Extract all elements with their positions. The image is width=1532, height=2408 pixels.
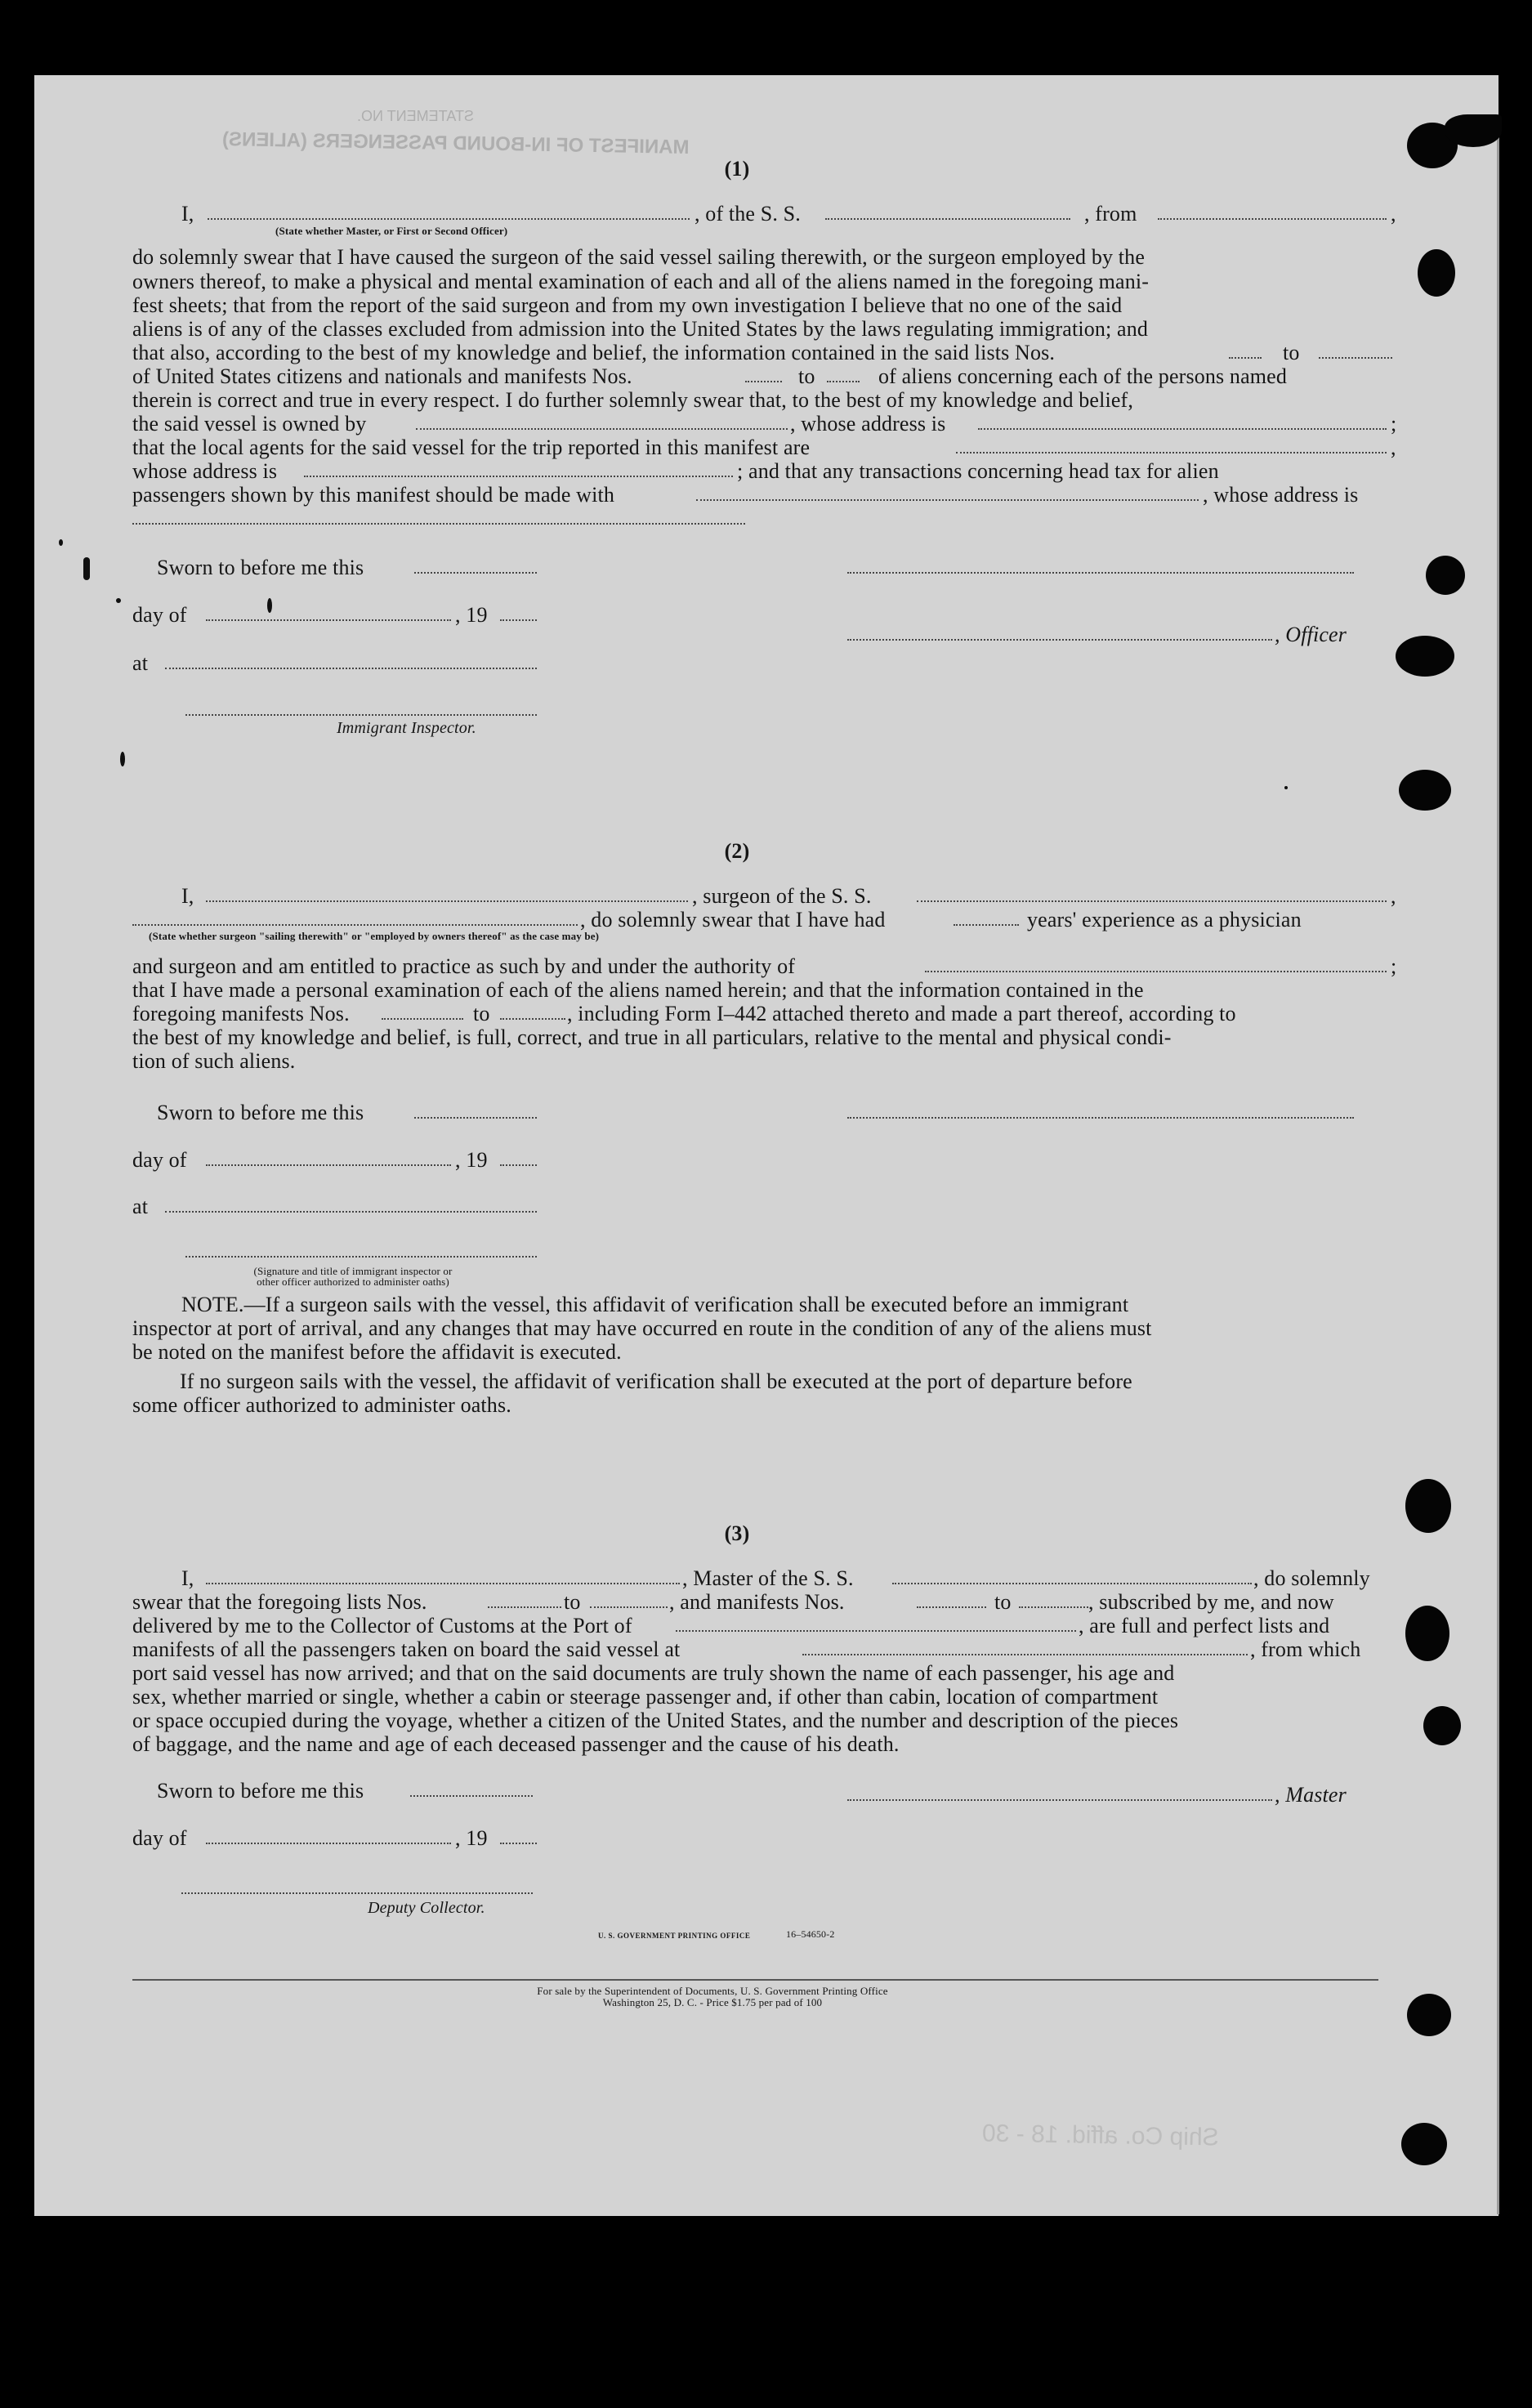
- s3-text-2a: swear that the foregoing lists Nos.: [132, 1590, 427, 1614]
- s1-text-9b: , whose address is: [790, 412, 946, 436]
- s1-inspector-caption: Immigrant Inspector.: [337, 719, 476, 737]
- s2-comma: ,: [1391, 884, 1396, 908]
- s1-text-12b: , whose address is: [1203, 483, 1359, 507]
- s3-embark-line: [802, 1654, 1248, 1655]
- s3-master: , Master: [1275, 1783, 1347, 1807]
- s3-text-2e: , subscribed by me, and now: [1088, 1590, 1334, 1614]
- s3-lists-to-line: [590, 1606, 668, 1608]
- s2-authority-line: [925, 971, 1387, 972]
- s1-manifests-from-line: [745, 381, 782, 382]
- s3-day-line: [206, 1843, 451, 1844]
- s2-text-5a: foregoing manifests Nos.: [132, 1002, 350, 1025]
- s2-manifests-to-line: [500, 1018, 565, 1020]
- s3-master-name-line: [206, 1583, 680, 1584]
- ink-speck: [267, 598, 272, 613]
- s1-text-11b: ; and that any transactions concerning head tax for alien: [737, 459, 1219, 483]
- s2-swear: , do solemnly swear that I have had: [580, 908, 886, 931]
- s1-sworn-line: [414, 572, 537, 574]
- s3-year-line: [500, 1843, 537, 1844]
- s3-lists-from-line: [488, 1606, 561, 1608]
- s3-master-of: , Master of the S. S.: [682, 1566, 854, 1590]
- s1-comma: ,: [1391, 202, 1396, 226]
- s1-agents-line: [956, 452, 1387, 453]
- s2-year-line: [500, 1164, 537, 1166]
- page-edge: [1497, 123, 1499, 2214]
- punch-hole: [1426, 556, 1465, 595]
- s2-years: years' experience as a physician: [1027, 908, 1302, 931]
- s2-note-4: If no surgeon sails with the vessel, the affidavit of verification shall be executed at the port of departure before: [180, 1369, 1132, 1393]
- s1-text-6a: that also, according to the best of my knowledge and belief, the information contained in the said lists Nos.: [132, 341, 1056, 364]
- punch-hole: [1405, 1606, 1449, 1661]
- s1-text-8: therein is correct and true in every respect. I do further solemnly swear that, to the best of my knowledge and belief,: [132, 388, 1133, 412]
- s1-text-6b: to: [1283, 341, 1300, 364]
- s1-text-9c: ;: [1391, 412, 1397, 436]
- show-through-statement: STATEMENT NO.: [357, 108, 475, 124]
- s1-text-11a: whose address is: [132, 459, 278, 483]
- s1-text-3: owners thereof, to make a physical and mental examination of each and all of the aliens named in the foregoing mani-: [132, 270, 1150, 293]
- s3-text-6: sex, whether married or single, whether a cabin or steerage passenger and, if other than cabin, location of compartment: [132, 1685, 1159, 1709]
- s1-text-4: fest sheets; that from the report of the said surgeon and from my own investigation I believe that no one of the said: [132, 293, 1123, 317]
- s3-sworn: Sworn to before me this: [157, 1779, 364, 1803]
- s1-year: , 19: [455, 603, 488, 627]
- sale-note-1: For sale by the Superintendent of Documents, U. S. Government Printing Office: [537, 1985, 888, 1997]
- s1-text-9a: the said vessel is owned by: [132, 412, 367, 436]
- s1-text-7c: of aliens concerning each of the persons named: [878, 364, 1287, 388]
- s3-vessel-line: [892, 1583, 1252, 1584]
- s3-text-3a: delivered by me to the Collector of Customs at the Port of: [132, 1614, 632, 1637]
- s2-note-1: NOTE.—If a surgeon sails with the vessel, this affidavit of verification shall be executed before an immigrant: [181, 1293, 1129, 1316]
- punch-hole: [1445, 114, 1502, 147]
- s2-vessel-line: [917, 900, 1387, 902]
- section-2-heading: (2): [724, 839, 750, 863]
- s1-year-line: [500, 619, 537, 621]
- s2-note-5: some officer authorized to administer oaths.: [132, 1393, 511, 1417]
- s3-sworn-line: [410, 1795, 533, 1797]
- punch-hole: [1399, 770, 1451, 811]
- s1-rank-line: [208, 218, 690, 220]
- s2-status-caption: (State whether surgeon "sailing therewith" or "employed by owners thereof" as the case may be): [149, 930, 600, 942]
- s2-years-line: [954, 924, 1019, 926]
- punch-hole: [1401, 2123, 1447, 2165]
- s1-headtax-address-line: [132, 523, 745, 525]
- s2-text-7: tion of such aliens.: [132, 1049, 296, 1073]
- s2-sig-caption-2: other officer authorized to administer oaths): [257, 1275, 449, 1288]
- s1-lists-to-line: [1319, 357, 1392, 359]
- s1-inspector-line: [185, 714, 537, 716]
- s2-text-5c: , including Form I–442 attached thereto and made a part thereof, according to: [567, 1002, 1236, 1025]
- s2-day-line: [206, 1164, 451, 1166]
- s3-dayof: day of: [132, 1826, 187, 1850]
- s1-owner-line: [416, 428, 788, 430]
- gpo-number: 16–54650-2: [786, 1928, 835, 1940]
- s2-sig-caption-1: (Signature and title of immigrant inspector or: [253, 1265, 453, 1277]
- s2-at: at: [132, 1195, 149, 1218]
- s2-text-3b: ;: [1391, 954, 1397, 978]
- s3-year: , 19: [455, 1826, 488, 1850]
- s2-signature-line: [847, 1117, 1354, 1119]
- s3-text-7: or space occupied during the voyage, whether a citizen of the United States, and the number and description of the pieces: [132, 1709, 1179, 1732]
- s3-text-4b: , from which: [1250, 1637, 1361, 1661]
- s1-of-ss: , of the S. S.: [695, 202, 801, 226]
- s1-signature-line: [847, 572, 1354, 574]
- s2-surgeon-line: [206, 900, 688, 902]
- s3-text-4a: manifests of all the passengers taken on board the said vessel at: [132, 1637, 681, 1661]
- s1-lists-from-line: [1229, 357, 1262, 359]
- s2-dayof: day of: [132, 1148, 187, 1172]
- s1-at: at: [132, 651, 149, 675]
- s1-text-7b: to: [798, 364, 815, 388]
- s1-i: I,: [181, 202, 194, 226]
- s2-inspector-line: [185, 1256, 537, 1258]
- s1-text-2: do solemnly swear that I have caused the surgeon of the said vessel sailing therewith, or the surgeon employed by the: [132, 245, 1146, 269]
- s2-year: , 19: [455, 1148, 488, 1172]
- s1-rank-caption: (State whether Master, or First or Second Officer): [275, 225, 508, 237]
- s3-deputy-caption: Deputy Collector.: [368, 1899, 485, 1917]
- punch-hole: [1405, 1479, 1451, 1533]
- s1-from-line: [1158, 218, 1387, 220]
- s3-master-signature-line: [847, 1799, 1272, 1801]
- ink-speck: [116, 598, 121, 603]
- section-1-heading: (1): [724, 157, 750, 181]
- s3-text-8: of baggage, and the name and age of each deceased passenger and the cause of his death.: [132, 1732, 900, 1756]
- section-3-heading: (3): [724, 1521, 750, 1545]
- s1-text-12a: passengers shown by this manifest should be made with: [132, 483, 614, 507]
- s1-day-line: [206, 619, 451, 621]
- show-through-footer: Ship Co. affid. 18 - 30: [981, 2120, 1219, 2151]
- ink-speck: [59, 539, 63, 546]
- punch-hole: [1396, 636, 1454, 677]
- show-through-title: MANIFEST OF IN-BOUND PASSENGERS (ALIENS): [221, 128, 690, 159]
- s2-sworn-line: [414, 1117, 537, 1119]
- s1-manifests-to-line: [827, 381, 860, 382]
- s3-text-2d: to: [994, 1590, 1012, 1614]
- s3-swear: , do solemnly: [1253, 1566, 1370, 1590]
- s1-text-7a: of United States citizens and nationals and manifests Nos.: [132, 364, 632, 388]
- s3-deputy-line: [181, 1892, 533, 1894]
- ink-speck: [1284, 786, 1288, 789]
- s1-officer-line: [847, 639, 1272, 641]
- s1-agents-address-line: [304, 476, 733, 477]
- s2-surgeon-of: , surgeon of the S. S.: [692, 884, 872, 908]
- ink-speck: [83, 557, 90, 580]
- s1-dayof: day of: [132, 603, 187, 627]
- s2-text-5b: to: [473, 1002, 490, 1025]
- s2-status-line: [132, 924, 578, 926]
- s2-note-3: be noted on the manifest before the affidavit is executed.: [132, 1340, 622, 1364]
- s1-text-5: aliens is of any of the classes excluded from admission into the United States by the laws regulating immigration; and: [132, 317, 1149, 341]
- s2-text-3a: and surgeon and am entitled to practice as such by and under the authority of: [132, 954, 796, 978]
- s2-text-6: the best of my knowledge and belief, is full, correct, and true in all particulars, relative to the mental and physical condi-: [132, 1025, 1172, 1049]
- s2-note-2: inspector at port of arrival, and any changes that may have occurred en route in the condition of any of the aliens must: [132, 1316, 1152, 1340]
- s1-text-10b: ,: [1391, 436, 1396, 459]
- s3-manifests-from-line: [917, 1606, 986, 1608]
- s2-text-4: that I have made a personal examination of each of the aliens named herein; and that the information contained in the: [132, 978, 1144, 1002]
- s2-sworn: Sworn to before me this: [157, 1101, 364, 1124]
- s3-text-5: port said vessel has now arrived; and that on the said documents are truly shown the name of each passenger, his age and: [132, 1661, 1175, 1685]
- s3-text-2b: to: [564, 1590, 581, 1614]
- s1-text-10a: that the local agents for the said vessel for the trip reported in this manifest are: [132, 436, 811, 459]
- s1-at-line: [165, 668, 537, 669]
- s1-owner-address-line: [978, 428, 1387, 430]
- footer-rule: [132, 1979, 1378, 1981]
- sale-note-2: Washington 25, D. C. - Price $1.75 per pad of 100: [602, 1996, 823, 2008]
- s1-vessel-line: [825, 218, 1070, 220]
- s3-port-line: [676, 1630, 1076, 1632]
- ink-speck: [120, 752, 125, 766]
- form-page: [34, 75, 1499, 2216]
- punch-hole: [1423, 1706, 1461, 1745]
- gpo-imprint: U. S. GOVERNMENT PRINTING OFFICE: [598, 1932, 751, 1940]
- s2-i: I,: [181, 884, 194, 908]
- s1-sworn: Sworn to before me this: [157, 556, 364, 579]
- s2-manifests-from-line: [382, 1018, 463, 1020]
- s2-at-line: [165, 1211, 537, 1213]
- s1-headtax-line: [696, 499, 1199, 501]
- s3-text-3b: , are full and perfect lists and: [1079, 1614, 1330, 1637]
- s3-text-2c: , and manifests Nos.: [669, 1590, 845, 1614]
- punch-hole: [1418, 249, 1455, 297]
- s1-from: , from: [1084, 202, 1137, 226]
- s3-i: I,: [181, 1566, 194, 1590]
- punch-hole: [1407, 1994, 1451, 2036]
- s3-manifests-to-line: [1019, 1606, 1088, 1608]
- s1-officer: , Officer: [1275, 623, 1347, 646]
